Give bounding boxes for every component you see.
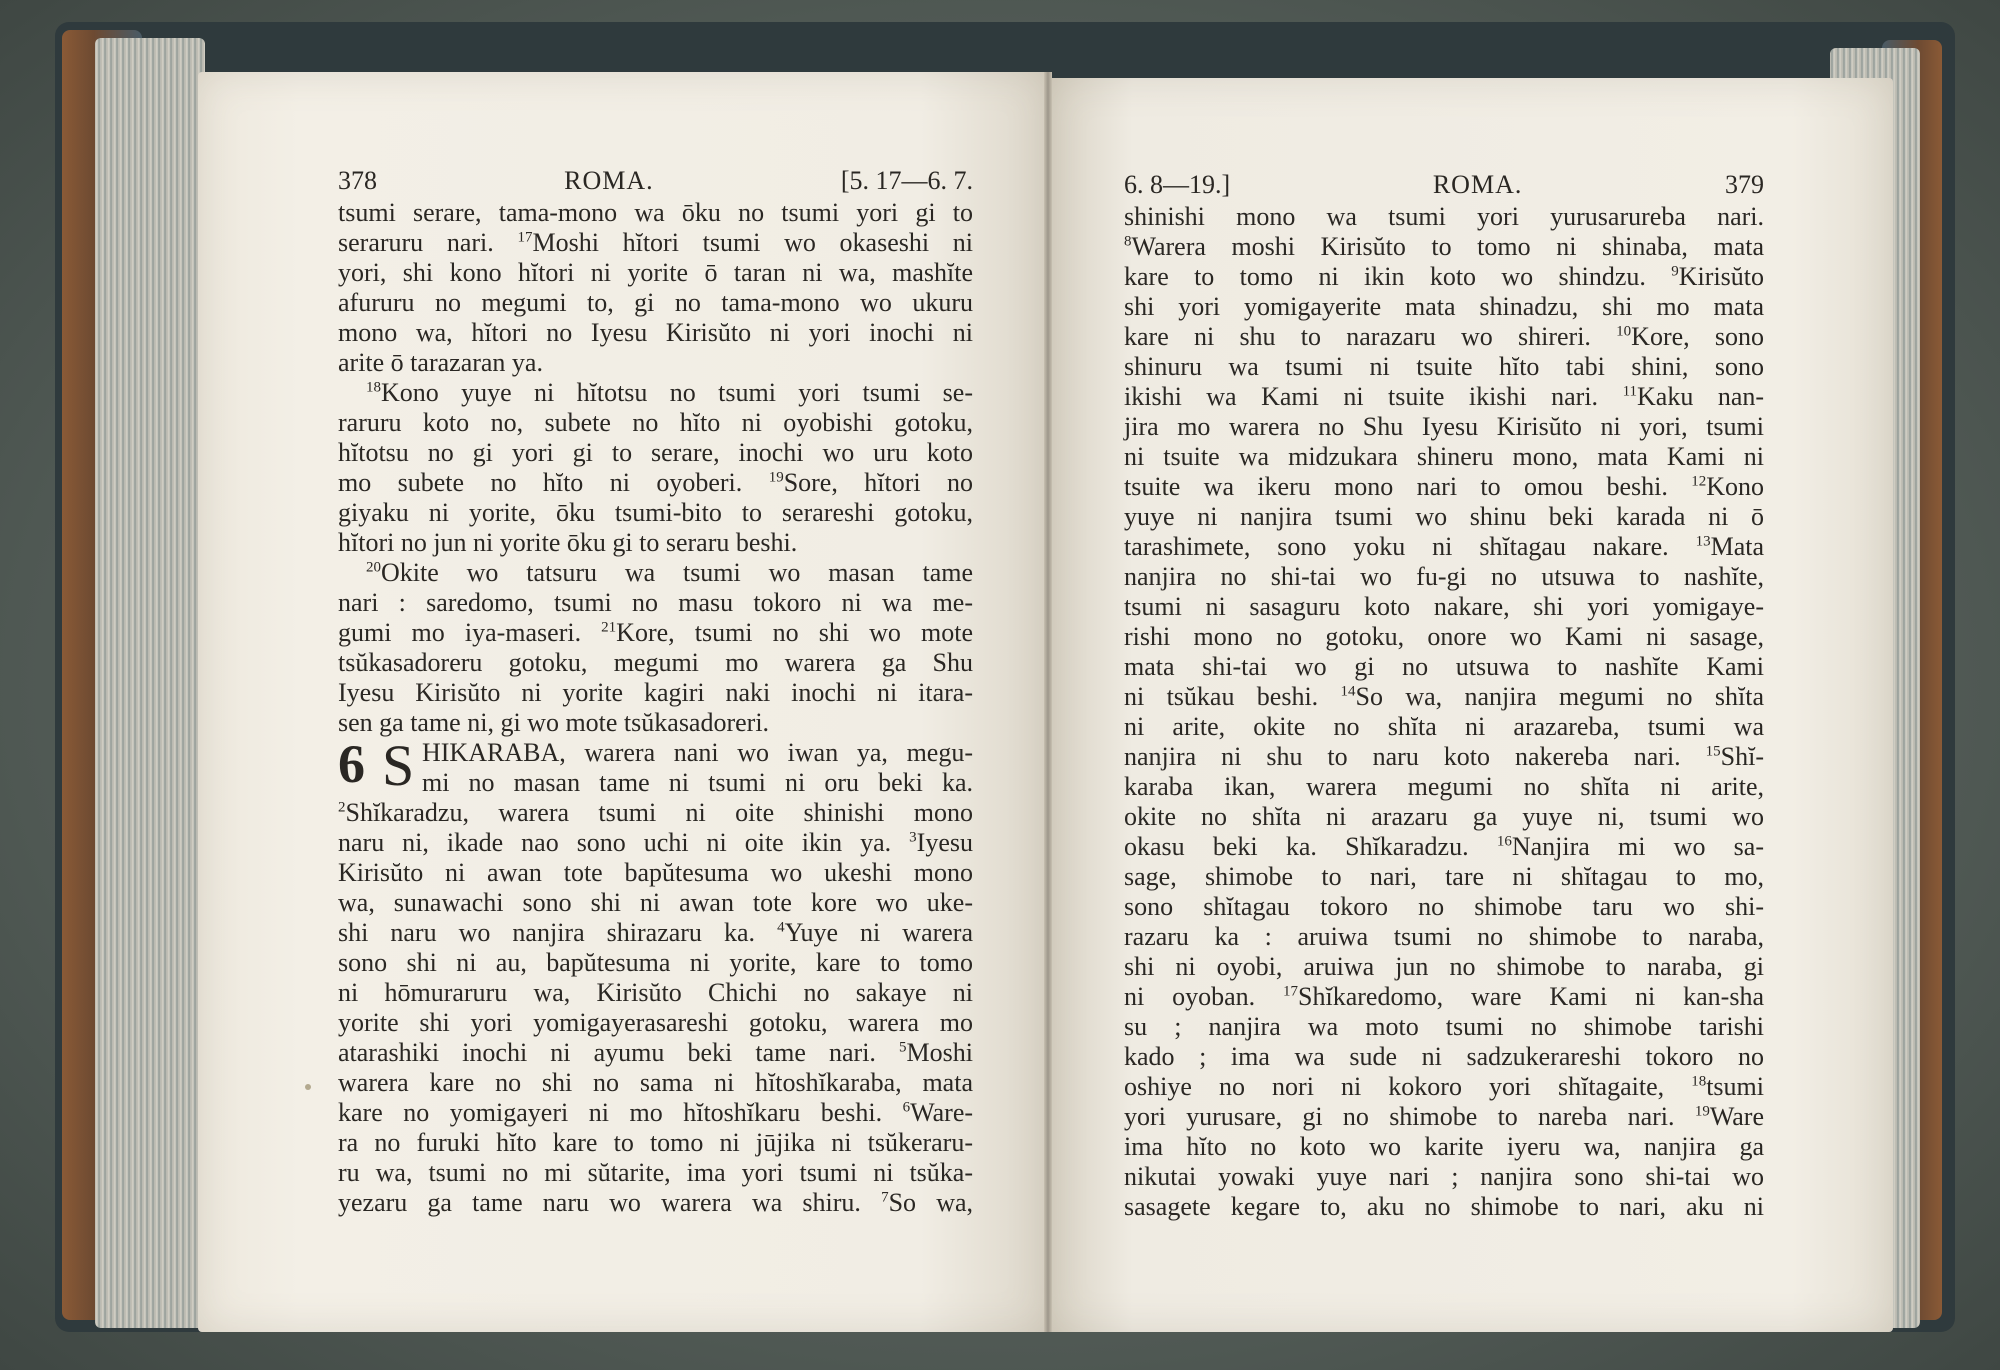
text-line: nari : saredomo, tsumi no masu tokoro ni wa me- xyxy=(338,588,973,617)
text-line: ni arite, okite no shĭta ni arazareba, tsumi wa xyxy=(1124,712,1764,741)
text-line: ni hōmuraruru wa, Kirisŭto Chichi no sakaye ni xyxy=(338,978,973,1007)
right-chapter-reference: 6. 8—19.] xyxy=(1124,170,1231,199)
page-spot xyxy=(305,1084,311,1090)
text-line: $^2$Shĭkaradzu, warera tsumi ni oite shinishi mono xyxy=(338,798,973,827)
text-line: wa, sunawachi sono shi ni awan tote kore wo uke- xyxy=(338,888,973,917)
text-line: mo subete no hĭto ni oyoberi. $^{19}$Sore, hĭtori no xyxy=(338,468,973,497)
left-chapter-reference: [5. 17—6. 7. xyxy=(840,166,973,195)
text-line: $^{20}$Okite wo tatsuru wa tsumi wo masan tame xyxy=(366,558,973,587)
text-line: mi no masan tame ni tsumi ni oru beki ka. xyxy=(422,768,973,797)
text-line: naru ni, ikade nao sono uchi ni oite ikin ya. $^3$Iyesu xyxy=(338,828,973,857)
text-line: su ; nanjira wa moto tsumi no shimobe tarishi xyxy=(1124,1012,1764,1041)
text-line: sasagete kegare to, aku no shimobe to nari, aku ni xyxy=(1124,1192,1764,1221)
text-line: seraruru nari. $^{17}$Moshi hĭtori tsumi wo okaseshi ni xyxy=(338,228,973,257)
text-line: tsumi serare, tama-mono wa ōku no tsumi yori gi to xyxy=(338,198,973,227)
text-line: nikutai yowaki yuye nari ; nanjira sono shi-tai wo xyxy=(1124,1162,1764,1191)
text-line: afururu no megumi to, gi no tama-mono wo ukuru xyxy=(338,288,973,317)
text-line: giyaku ni yorite, ōku tsumi-bito to serareshi gotoku, xyxy=(338,498,973,527)
text-line: okasu beki ka. Shĭkaradzu. $^{16}$Nanjira mi wo sa- xyxy=(1124,832,1764,861)
right-page-text xyxy=(1124,170,1764,1222)
chapter-heading xyxy=(338,733,973,798)
text-line: kado ; ima wa sude ni sadzukerareshi tokoro no xyxy=(1124,1042,1764,1071)
text-line: mono wa, hĭtori no Iyesu Kirisŭto ni yori inochi ni xyxy=(338,318,973,347)
right-running-head xyxy=(1124,170,1764,200)
text-line: raruru koto no, subete no hĭto ni oyobishi gotoku, xyxy=(338,408,973,437)
text-line: tarashimete, sono yoku ni shĭtagau nakare. $^{13}$Mata xyxy=(1124,532,1764,561)
left-running-title: ROMA. xyxy=(564,166,654,195)
left-page-number: 378 xyxy=(338,166,377,195)
text-line: hĭtori no jun ni yorite ōku gi to seraru beshi. xyxy=(338,528,798,557)
page-stack-left xyxy=(95,38,205,1328)
text-line: shinishi mono wa tsumi yori yurusarureba nari. xyxy=(1124,202,1764,231)
text-line: yezaru ga tame naru wo warera wa shiru. $^7$So wa, xyxy=(338,1188,974,1217)
text-line: ni tsuite wa midzukara shineru mono, mata Kami ni xyxy=(1124,442,1764,471)
text-line: sage, shimobe to nari, tare ni shĭtagau to mo, xyxy=(1124,862,1764,891)
left-page-text xyxy=(338,166,973,1218)
chapter-number: 6 xyxy=(338,734,365,794)
text-line: ni oyoban. $^{17}$Shĭkaredomo, ware Kami ni kan-sha xyxy=(1124,982,1764,1011)
text-line: kare ni shu to narazaru wo shireri. $^{10}$Kore, sono xyxy=(1124,322,1765,351)
text-line: kare no yomigayeri ni mo hĭtoshĭkaru beshi. $^6$Ware- xyxy=(338,1098,974,1127)
book-gutter xyxy=(1044,72,1052,1332)
text-line: warera kare no shi no sama ni hĭtoshĭkaraba, mata xyxy=(338,1068,973,1097)
text-line: rishi mono no gotoku, onore wo Kami ni sasage, xyxy=(1124,622,1764,651)
text-line: ima hĭto no koto wo karite iyeru wa, nanjira ga xyxy=(1124,1132,1764,1161)
text-line: yuye ni nanjira tsumi wo shinu beki karada ni ō xyxy=(1124,502,1764,531)
text-line: shi yori yomigayerite mata shinadzu, shi mo mata xyxy=(1124,292,1764,321)
text-line: tsŭkasadoreru gotoku, megumi mo warera ga Shu xyxy=(338,648,973,677)
text-line: tsumi ni sasaguru koto nakare, shi yori yomigaye- xyxy=(1124,592,1764,621)
text-line: atarashiki inochi ni ayumu beki tame nari. $^5$Moshi xyxy=(338,1038,973,1067)
text-line: yorite shi yori yomigayerasareshi gotoku, warera mo xyxy=(338,1008,973,1037)
text-line: yori yurusare, gi no shimobe to nareba nari. $^{19}$Ware xyxy=(1124,1102,1765,1131)
text-line: $^{18}$Kono yuye ni hĭtotsu no tsumi yori tsumi se- xyxy=(366,378,973,407)
text-line: nanjira no shi-tai wo fu-gi no utsuwa to nashĭte, xyxy=(1124,562,1764,591)
text-line: yori, shi kono hĭtori ni yorite ō taran ni wa, mashĭte xyxy=(338,258,973,287)
text-line: sono shĭtagau tokoro no shimobe taru wo shi- xyxy=(1124,892,1764,921)
text-line: $^8$Warera moshi Kirisŭto to tomo ni shinaba, mata xyxy=(1124,232,1764,261)
left-running-head xyxy=(338,166,973,196)
text-line: jira mo warera no Shu Iyesu Kirisŭto ni yori, tsumi xyxy=(1124,412,1764,441)
text-line: Kirisŭto ni awan tote bapŭtesuma wo ukeshi mono xyxy=(338,858,973,887)
text-line: kare to tomo ni ikin koto wo shindzu. $^9$Kirisŭto xyxy=(1124,262,1765,291)
text-line: karaba ikan, warera megumi no shĭta ni arite, xyxy=(1124,772,1764,801)
drop-cap: S xyxy=(382,733,415,798)
text-line: sen ga tame ni, gi wo mote tsŭkasadoreri. xyxy=(338,708,770,737)
right-running-title: ROMA. xyxy=(1432,170,1523,199)
text-line: ru wa, tsumi no mi sŭtarite, ima yori tsumi ni tsŭka- xyxy=(338,1158,973,1187)
right-page-number: 379 xyxy=(1725,170,1764,199)
text-line: tsuite wa ikeru mono nari to omou beshi. $^{12}$Kono xyxy=(1124,472,1765,501)
text-line: sono shi ni au, bapŭtesuma ni yorite, kare to tomo xyxy=(338,948,973,977)
text-line: ra no furuki hĭto kare to tomo ni jūjika ni tsŭkeraru- xyxy=(338,1128,973,1157)
text-line: nanjira ni shu to naru koto nakereba nari. $^{15}$Shĭ- xyxy=(1124,742,1764,771)
text-line: arite ō tarazaran ya. xyxy=(338,348,543,377)
text-line: razaru ka : aruiwa tsumi no shimobe to naraba, xyxy=(1124,922,1764,951)
text-line: gumi mo iya-maseri. $^{21}$Kore, tsumi no shi wo mote xyxy=(338,618,973,647)
text-line: okite no shĭta ni arazaru ga yuye ni, tsumi wo xyxy=(1124,802,1764,831)
text-line: ikishi wa Kami ni tsuite ikishi nari. $^{11}$Kaku nan- xyxy=(1124,382,1765,411)
text-line: hĭtotsu no gi yori gi to serare, inochi wo uru koto xyxy=(338,438,973,467)
text-line: shi ni oyobi, aruiwa jun no shimobe to naraba, gi xyxy=(1124,952,1764,981)
text-line: shi naru wo nanjira shirazaru ka. $^4$Yuye ni warera xyxy=(338,918,974,947)
text-line: shinuru wa tsumi ni tsuite hĭto tabi shini, sono xyxy=(1124,352,1764,381)
text-line: ni tsŭkau beshi. $^{14}$So wa, nanjira megumi no shĭta xyxy=(1124,682,1764,711)
text-line: HIKARABA, warera nani wo iwan ya, megu- xyxy=(422,738,973,767)
text-line: mata shi-tai wo gi no utsuwa to nashĭte Kami xyxy=(1124,652,1764,681)
text-line: oshiye no nori ni kokoro yori shĭtagaite, $^{18}$tsumi xyxy=(1124,1072,1764,1101)
text-line: Iyesu Kirisŭto ni yorite kagiri naki inochi ni itara- xyxy=(338,678,973,707)
